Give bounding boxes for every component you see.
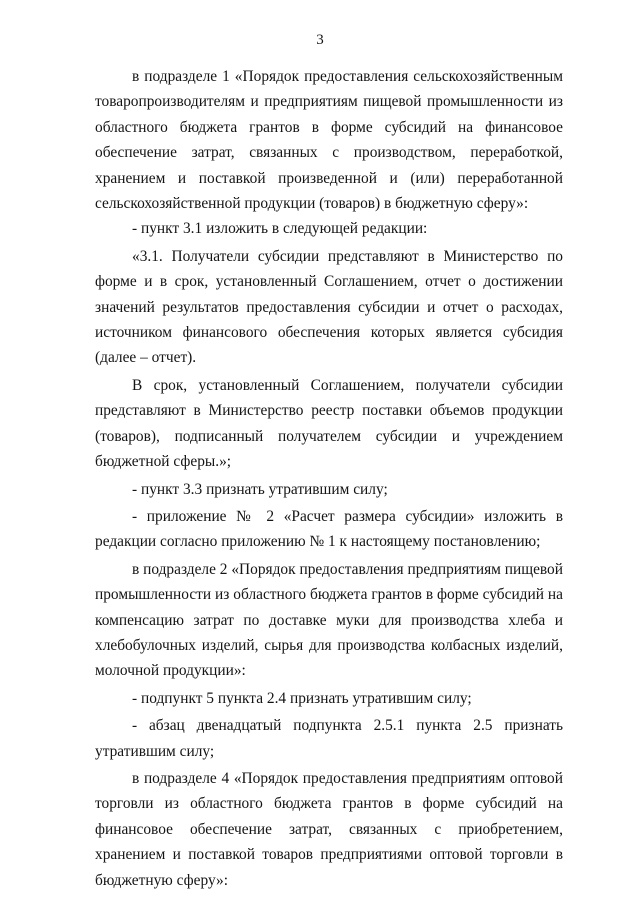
paragraph-subsection-4: в подразделе 4 «Порядок предоставления предприятиям оптовой торговли из областного бюджета грантов в форме субсидий на финансовое обеспечение затрат, связанных с приобретением, хранением и поставкой товаров предприятиями оптовой торговли в бюджетную сферу»: xyxy=(95,769,563,889)
page-number: 3 xyxy=(316,32,324,48)
paragraph-subsection-1: в подразделе 1 «Порядок предоставления сельскохозяйственным товаропроизводителям и предприятиям пищевой промышленности из областного бюджета грантов в форме субсидий на финансовое обеспечение затрат, связанных с производством, переработкой, хранением и поставкой произведенной и (или) переработанной сельскохозяйственной продукции (товаров) в бюджетную сферу»: xyxy=(95,68,563,213)
paragraph-abzac-12: - абзац двенадцатый подпункта 2.5.1 пункта 2.5 признать утратившим силу; xyxy=(95,717,563,760)
paragraph-item-3-1: - пункт 3.1 изложить в следующей редакции: xyxy=(132,220,428,238)
paragraph-quote-3-1: «3.1. Получатели субсидии представляют в Министерство по форме и в срок, установленный Соглашением, отчет о достижении значений результатов предоставления субсидии и отчет о расходах, источником финансового обеспечения которых является субсидия (далее – отчет). xyxy=(95,247,563,367)
paragraph-subitem-5: - подпункт 5 пункта 2.4 признать утратившим силу; xyxy=(132,689,472,707)
document-body xyxy=(95,64,563,893)
paragraph-appendix-2: - приложение № 2 «Расчет размера субсидии» изложить в редакции согласно приложению № 1 к настоящему постановлению; xyxy=(95,507,563,551)
paragraph-deadline: В срок, установленный Соглашением, получатели субсидии представляют в Министерство реестр поставки объемов продукции (товаров), подписанный получателем субсидии и учреждением бюджетной сферы.»; xyxy=(95,376,563,471)
paragraph-item-3-3: - пункт 3.3 признать утратившим силу; xyxy=(132,480,388,498)
paragraph-subsection-2: в подразделе 2 «Порядок предоставления предприятиям пищевой промышленности из областного бюджета грантов в форме субсидий на компенсацию затрат по доставке муки для производства хлеба и хлебобулочных изделий, сырья для производства колбасных изделий, молочной продукции»: xyxy=(95,560,563,680)
